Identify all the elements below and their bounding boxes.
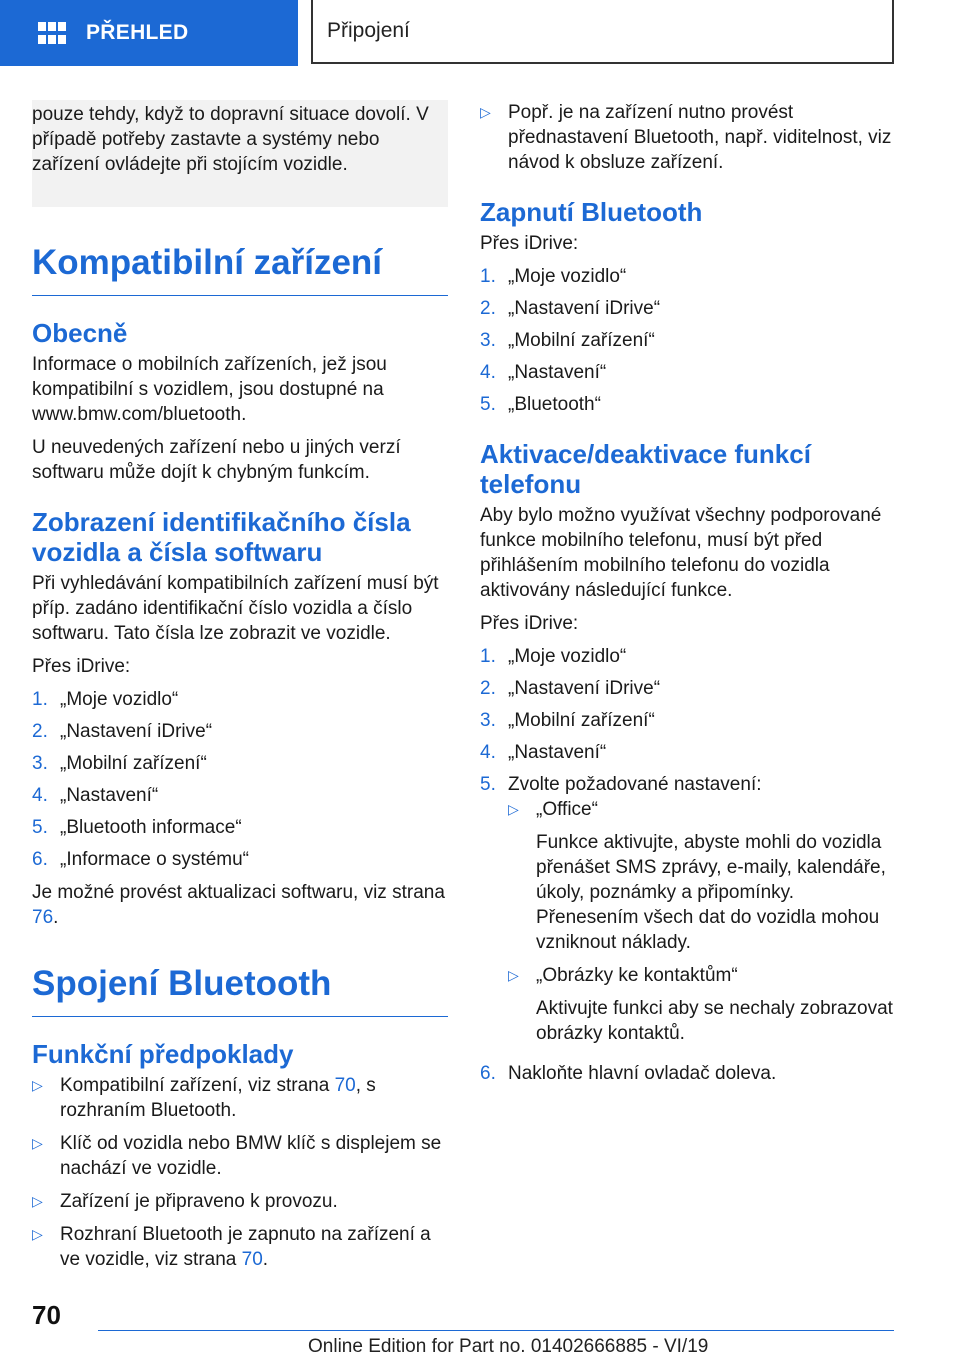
item-text: Popř. je na zařízení nutno provést přednastavení Bluetooth, např. viditelnost, viz návod k obsluze zařízení. xyxy=(508,102,892,173)
step-number: 3. xyxy=(32,753,48,774)
list-item xyxy=(480,708,896,733)
text: Kompatibilní zařízení, viz strana xyxy=(60,1075,335,1096)
text: Je možné provést aktualizaci softwaru, viz strana xyxy=(32,882,445,903)
step-text: „Nastavení“ xyxy=(508,362,607,383)
step-text: Zvolte požadované nastavení: xyxy=(508,774,762,795)
step-text: „Bluetooth“ xyxy=(508,394,601,415)
paragraph-general-2: U neuvedených zařízení nebo u jiných verzí softwaru může dojít k chybným funkcím. xyxy=(32,437,401,483)
list-item xyxy=(480,740,896,765)
office-label: „Office“ xyxy=(536,799,598,820)
triangle-right-icon: ▷ xyxy=(32,1193,43,1209)
page-number: 70 xyxy=(32,1300,61,1330)
paragraph-general-1: Informace o mobilních zařízeních, jež jsou kompatibilní s vozidlem, jsou dostupné na www.bmw.com/bluetooth. xyxy=(32,354,387,425)
triangle-right-icon: ▷ xyxy=(32,1135,43,1151)
list-item xyxy=(32,1073,448,1123)
contact-pictures-label: „Obrázky ke kontaktům“ xyxy=(536,965,738,986)
settings-sublist xyxy=(508,797,896,1046)
text: . xyxy=(262,1249,269,1270)
paragraph-via-idrive: Přes iDrive: xyxy=(480,613,579,634)
footer-edition: Online Edition for Part no. 01402666885 - VI/19 xyxy=(308,1336,709,1357)
heading-activate-functions: Aktivace/deaktivace funkcí telefonu xyxy=(480,439,811,499)
left-column xyxy=(32,100,448,1280)
step-text: „Moje vozidlo“ xyxy=(508,266,627,287)
list-item xyxy=(32,1189,448,1214)
paragraph-via-idrive: Přes iDrive: xyxy=(480,233,579,254)
prerequisites-list xyxy=(32,1073,448,1272)
step-number: 4. xyxy=(480,362,496,383)
step-number: 4. xyxy=(480,742,496,763)
overview-tab-label: PŘEHLED xyxy=(86,21,189,44)
step-number: 5. xyxy=(480,394,496,415)
list-item xyxy=(32,1131,448,1181)
step-text: Nakloňte hlavní ovladač doleva. xyxy=(508,1063,777,1084)
list-item xyxy=(480,360,896,385)
triangle-right-icon: ▷ xyxy=(32,1226,43,1242)
grid-icon xyxy=(38,22,66,44)
step-number: 1. xyxy=(480,646,496,667)
step-text: „Nastavení“ xyxy=(508,742,607,763)
list-item xyxy=(480,676,896,701)
heading-display-vin: Zobrazení identifikačního čísla vozidla a čísla softwaru xyxy=(32,507,411,567)
step-number: 3. xyxy=(480,710,496,731)
step-number: 2. xyxy=(480,298,496,319)
triangle-right-icon: ▷ xyxy=(480,104,491,120)
item-text xyxy=(60,1222,448,1272)
steps-list xyxy=(480,264,896,417)
step-text: „Moje vozidlo“ xyxy=(508,646,627,667)
step-text: „Nastavení iDrive“ xyxy=(60,721,213,742)
page-link-76[interactable]: 76 xyxy=(32,907,54,928)
right-column xyxy=(480,100,896,1094)
preset-list xyxy=(480,100,896,175)
contact-pictures-description: Aktivujte funkci aby se nechaly zobrazovat obrázky kontaktů. xyxy=(536,998,893,1044)
office-description: Funkce aktivujte, abyste mohli do vozidla přenášet SMS zprávy, e-maily, kalendáře, úkoly, poznámky a připomínky. Přenesením všech dat do vozidla mohou vzniknout náklady. xyxy=(536,832,886,953)
step-number: 1. xyxy=(32,689,48,710)
list-item xyxy=(480,100,896,175)
heading-bluetooth-connection: Spojení Bluetooth xyxy=(32,964,448,1017)
text: Klíč od vozidla nebo BMW klíč s displejem se nachází ve vozidle. xyxy=(60,1133,442,1179)
step-number: 2. xyxy=(32,721,48,742)
section-tab[interactable] xyxy=(311,0,894,64)
list-item xyxy=(480,772,896,1054)
step-number: 6. xyxy=(32,849,48,870)
text: , s rozhraním Bluetooth. xyxy=(60,1075,376,1121)
section-tab-label: Připojení xyxy=(327,19,410,42)
step-text: „Nastavení iDrive“ xyxy=(508,678,661,699)
note-text: pouze tehdy, když to dopravní situace dovolí. V případě potřeby zastavte a systémy nebo zařízení ovládejte při stojícím vozidle. xyxy=(32,104,429,175)
paragraph-via-idrive: Přes iDrive: xyxy=(32,656,131,677)
list-item xyxy=(32,1222,448,1272)
list-item xyxy=(32,751,448,776)
steps-list xyxy=(32,687,448,872)
step-text: „Nastavení“ xyxy=(60,785,159,806)
list-item xyxy=(480,392,896,417)
footer-divider xyxy=(98,1330,894,1331)
step-number: 5. xyxy=(480,774,496,795)
step-text: „Moje vozidlo“ xyxy=(60,689,179,710)
text: . xyxy=(53,907,59,928)
triangle-right-icon: ▷ xyxy=(508,967,519,983)
top-navigation xyxy=(0,0,960,66)
step-text: „Mobilní zařízení“ xyxy=(508,710,655,731)
triangle-right-icon: ▷ xyxy=(508,801,519,817)
step-number: 2. xyxy=(480,678,496,699)
page-link-70[interactable]: 70 xyxy=(334,1075,356,1096)
list-item xyxy=(32,783,448,808)
list-item xyxy=(508,963,896,1046)
step-number: 6. xyxy=(480,1063,496,1084)
item-text xyxy=(60,1073,448,1123)
overview-tab[interactable] xyxy=(0,0,298,66)
step-body xyxy=(508,772,896,1054)
list-item xyxy=(32,815,448,840)
list-item xyxy=(480,328,896,353)
list-item xyxy=(32,719,448,744)
note-box xyxy=(32,100,448,207)
heading-compatible-devices: Kompatibilní zařízení xyxy=(32,243,448,296)
step-text: „Bluetooth informace“ xyxy=(60,817,242,838)
item-text xyxy=(536,797,896,955)
list-item xyxy=(508,797,896,955)
list-item xyxy=(480,644,896,669)
step-number: 4. xyxy=(32,785,48,806)
step-text: „Mobilní zařízení“ xyxy=(508,330,655,351)
text: Zařízení je připraveno k provozu. xyxy=(60,1191,338,1212)
steps-list xyxy=(480,644,896,1086)
step-number: 3. xyxy=(480,330,496,351)
list-item xyxy=(32,847,448,872)
heading-prerequisites: Funkční předpoklady xyxy=(32,1039,294,1069)
paragraph-activate: Aby bylo možno využívat všechny podporované funkce mobilního telefonu, musí být před přihlášením mobilního telefonu do vozidla aktivovány následující funkce. xyxy=(480,505,882,601)
step-number: 5. xyxy=(32,817,48,838)
step-number: 1. xyxy=(480,266,496,287)
text: Rozhraní Bluetooth je zapnuto na zařízení a ve vozidle, viz strana xyxy=(60,1224,431,1270)
step-text: „Informace o systému“ xyxy=(60,849,249,870)
list-item xyxy=(32,687,448,712)
triangle-right-icon: ▷ xyxy=(32,1077,43,1093)
paragraph-software-update xyxy=(32,880,448,930)
step-text: „Nastavení iDrive“ xyxy=(508,298,661,319)
heading-enable-bluetooth: Zapnutí Bluetooth xyxy=(480,197,703,227)
heading-general: Obecně xyxy=(32,318,128,348)
list-item xyxy=(480,296,896,321)
item-text xyxy=(60,1131,448,1181)
list-item xyxy=(480,264,896,289)
step-text: „Mobilní zařízení“ xyxy=(60,753,207,774)
page-link-70[interactable]: 70 xyxy=(241,1249,263,1270)
list-item xyxy=(480,1061,896,1086)
paragraph-display-vin: Při vyhledávání kompatibilních zařízení musí být příp. zadáno identifikační číslo vozidla a číslo softwaru. Tato čísla lze zobrazit ve vozidle. xyxy=(32,573,439,644)
item-text xyxy=(536,963,896,1046)
item-text xyxy=(60,1189,338,1214)
